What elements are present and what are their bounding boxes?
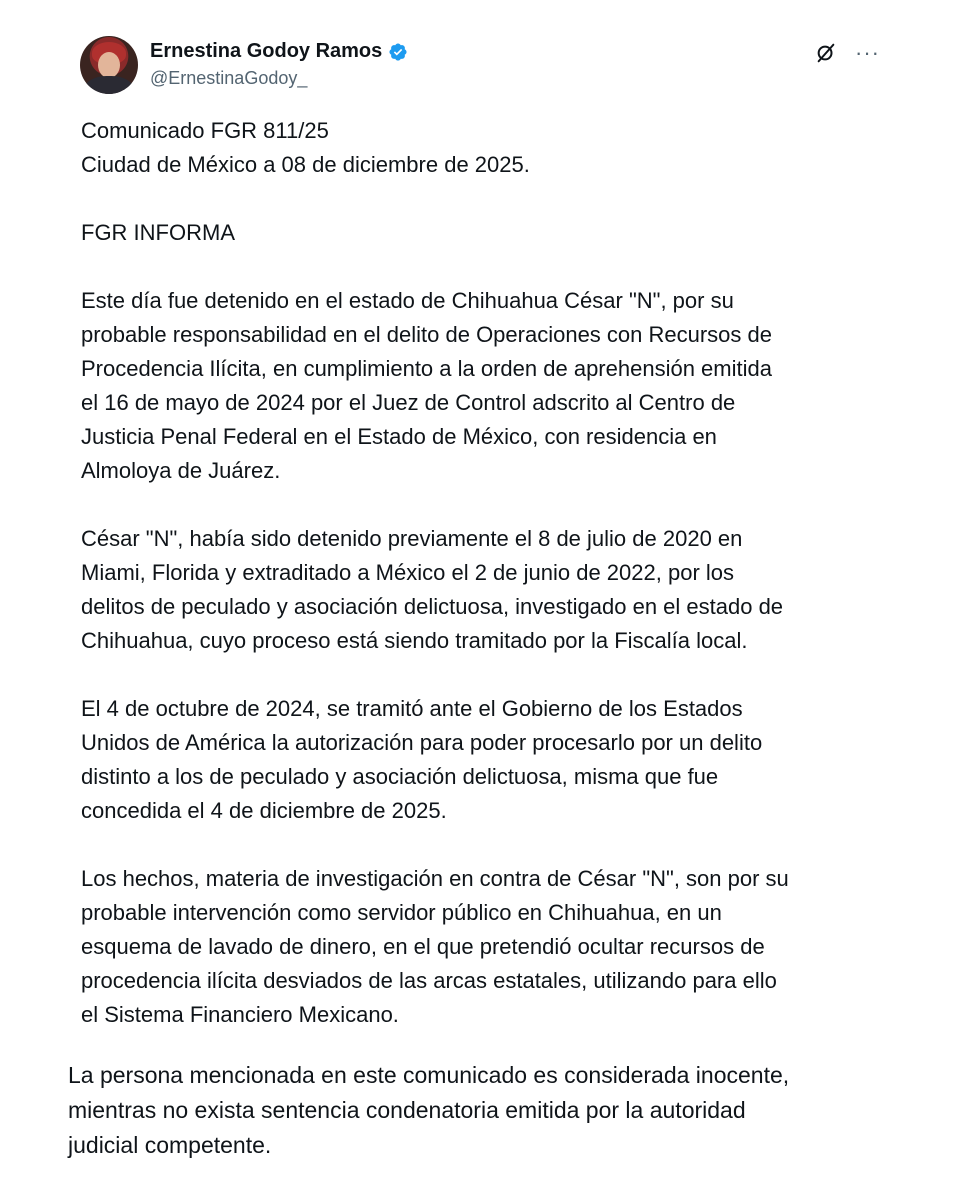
grok-icon[interactable] [815, 42, 837, 64]
communique-number: Comunicado FGR 811/25 [81, 118, 329, 143]
note-line: La persona mencionada en este comunicado es considerada inocente, [68, 1062, 790, 1088]
paragraph-line: delitos de peculado y asociación delictuosa, investigado en el estado de [81, 594, 784, 619]
paragraph-line: Este día fue detenido en el estado de Chihuahua César "N", por su [81, 288, 734, 313]
presumption-of-innocence-note [68, 1058, 908, 1163]
paragraph-line: Procedencia Ilícita, en cumplimiento a la orden de aprehensión emitida [81, 356, 772, 381]
note-line: judicial competente. [68, 1132, 272, 1158]
verified-badge-icon [388, 42, 408, 62]
more-options-icon[interactable]: ··· [855, 40, 880, 65]
post-actions-top [815, 42, 880, 64]
post-header [80, 36, 880, 96]
paragraph-line: César "N", había sido detenido previamente el 8 de julio de 2020 en [81, 526, 743, 551]
paragraph-line: Chihuahua, cuyo proceso está siendo tramitado por la Fiscalía local. [81, 628, 748, 653]
paragraph-line: concedida el 4 de diciembre de 2025. [81, 798, 447, 823]
avatar-body-shape [84, 76, 134, 94]
communique-heading: FGR INFORMA [81, 220, 235, 245]
profile-avatar[interactable] [80, 36, 138, 94]
paragraph-line: esquema de lavado de dinero, en el que pretendió ocultar recursos de [81, 934, 765, 959]
paragraph-line: Justicia Penal Federal en el Estado de México, con residencia en [81, 424, 717, 449]
paragraph-line: Los hechos, materia de investigación en contra de César "N", son por su [81, 866, 789, 891]
name-row [150, 40, 408, 63]
paragraph-line: Miami, Florida y extraditado a México el 2 de junio de 2022, por los [81, 560, 735, 585]
paragraph-1 [81, 284, 891, 488]
paragraph-line: el Sistema Financiero Mexicano. [81, 1002, 399, 1027]
paragraph-line: probable responsabilidad en el delito de Operaciones con Recursos de [81, 322, 773, 347]
author-handle[interactable]: @ErnestinaGodoy_ [150, 68, 308, 88]
paragraph-line: el 16 de mayo de 2024 por el Juez de Control adscrito al Centro de [81, 390, 736, 415]
paragraph-line: probable intervención como servidor público en Chihuahua, en un [81, 900, 722, 925]
note-line: mientras no exista sentencia condenatoria emitida por la autoridad [68, 1097, 746, 1123]
author-display-name[interactable]: Ernestina Godoy Ramos [150, 40, 383, 62]
paragraph-line: Almoloya de Juárez. [81, 458, 281, 483]
paragraph-line: distinto a los de peculado y asociación delictuosa, misma que fue [81, 764, 719, 789]
paragraph-line: Unidos de América la autorización para poder procesarlo por un delito [81, 730, 763, 755]
communique-date: Ciudad de México a 08 de diciembre de 2025. [81, 152, 530, 177]
paragraph-3 [81, 692, 891, 828]
paragraph-line: procedencia ilícita desviados de las arcas estatales, utilizando para ello [81, 968, 777, 993]
avatar-face-shape [98, 52, 120, 78]
paragraph-4 [81, 862, 891, 1032]
paragraph-2 [81, 522, 891, 658]
post-text [81, 114, 891, 1032]
paragraph-line: El 4 de octubre de 2024, se tramitó ante el Gobierno de los Estados [81, 696, 743, 721]
